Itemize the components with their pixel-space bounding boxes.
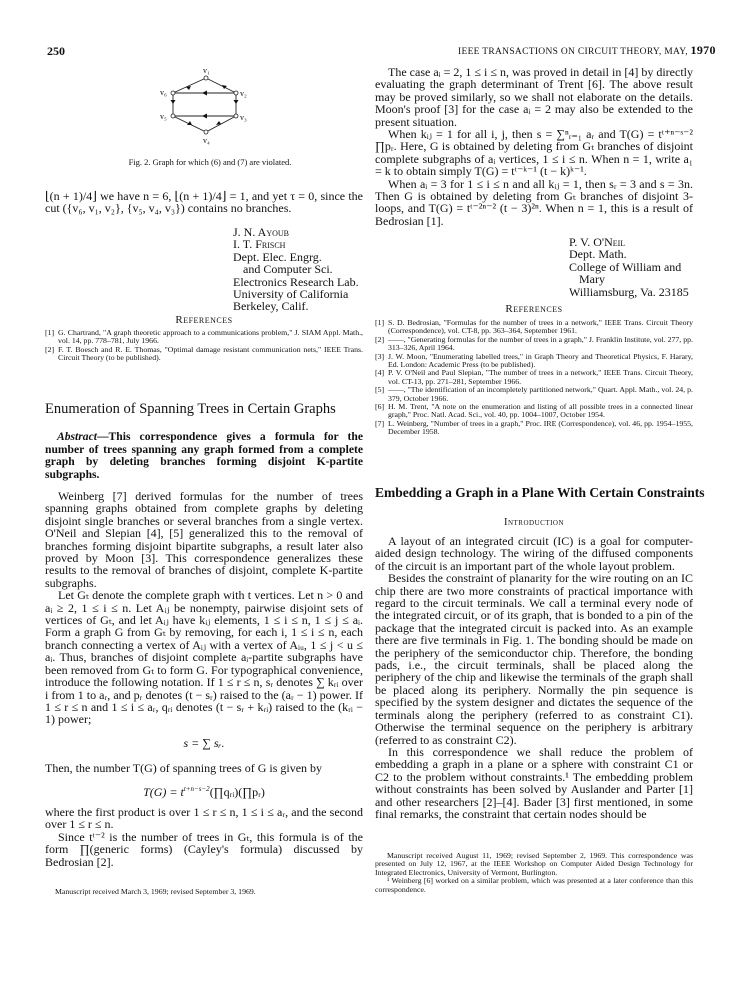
left-text-after-eq2 xyxy=(45,806,363,868)
affiliation-line: Mary xyxy=(579,272,605,287)
figure-2-graph xyxy=(150,62,270,152)
svg-text:v₁: v₁ xyxy=(203,66,210,75)
manuscript-note-left: Manuscript received March 3, 1969; revised September 3, 1969. xyxy=(55,887,256,896)
paragraph: Let Gₜ denote the complete graph with t vertices. Let n > 0 and aᵢ ≥ 2, 1 ≤ i ≤ n. Let Aᵢⱼ be nonempty, pairwise disjoint sets of vertices of Gₜ, and let Aᵢⱼ have kᵢⱼ elements, 1 ≤ i ≤ n, 1 ≤ j ≤ aᵢ. Form a graph G from Gₜ by removing, for each i, 1 ≤ i ≤ n, each branch connecting a vertex of Aᵢⱼ with a vertex of Aᵢᵤ, 1 ≤ j < u ≤ aᵢ. Thus, branches of disjoint complete aᵢ-partite subgraphs have been removed from Gₜ to form G. For typographical convenience, introduce the following notation. If 1 ≤ r ≤ n, sᵣ denotes ∑ kᵣᵢ over i from 1 to aᵣ, and pᵣ denotes (t − sᵣ) raised to the (aᵣ − 1) power. If 1 ≤ r ≤ n and 1 ≤ i ≤ aᵣ, qᵣᵢ denotes (t − sᵣ + kᵣᵢ) raised to the (kᵣᵢ − 1) power; xyxy=(45,588,363,727)
right-article-body xyxy=(375,535,693,820)
reference-item: [6] H. M. Trent, "A note on the enumeration and listing of all possible trees in a connected linear graph," Proc. Natl. Acad. Sci., vol. 40, pp. 1004–1007, October 1954. xyxy=(375,402,693,420)
journal-name: IEEE TRANSACTIONS ON CIRCUIT THEORY, MAY xyxy=(458,47,686,57)
paragraph: A layout of an integrated circuit (IC) is a goal for computer-aided design technology. The wiring of the diffused components of the circuit is an important part of the whole layout problem. xyxy=(375,534,693,573)
journal-year: 1970 xyxy=(690,43,716,57)
svg-text:v₂: v₂ xyxy=(240,89,247,98)
paragraph: When aᵢ = 3 for 1 ≤ i ≤ n and all kᵢⱼ = 1, then sᵣ = 3 and s = 3n. Then G is obtained by deleting from Gₜ branches of disjoint 3-loops, and T(G) = tᵗ⁻²ⁿ⁻² (t − 3)²ⁿ. When n = 1, this is a result of Bedrosian [1]. xyxy=(375,176,693,228)
right-continuation-text xyxy=(375,66,693,227)
affiliation-line: College of William and xyxy=(569,259,682,274)
affiliation-line: University of California xyxy=(233,287,349,302)
graph-diagram xyxy=(150,62,270,152)
running-head: IEEE TRANSACTIONS ON CIRCUIT THEORY, MAY, 1970 xyxy=(458,43,716,57)
references-list-right xyxy=(375,319,693,437)
paragraph: When kᵢⱼ = 1 for all i, j, then s = ∑ⁿᵣ₌₁ aᵣ and T(G) = tᵗ⁺ⁿ⁻ˢ⁻² ∏pᵣ. Here, G is obtained by deleting from Gₜ branches of disjoint complete subgraphs of aᵢ vertices, 1 ≤ i ≤ n. When n = 1, write a₁ = k to obtain simply T(G) = tᵗ⁻ᵏ⁻¹ (t − k)ᵏ⁻¹. xyxy=(375,127,693,179)
affiliation-line: Williamsburg, Va. 23185 xyxy=(569,284,689,299)
article-title: Embedding a Graph in a Plane With Certain Constraints xyxy=(375,485,705,500)
left-text-after-eq1 xyxy=(45,762,363,774)
abstract xyxy=(45,431,363,481)
paragraph: ⌊(n + 1)/4⌋ we have n = 6, ⌊(n + 1)/4⌋ = 1, and yet τ = 0, since the cut ({v₆, v₁, v₂}, {v₅, v₄, v₃}) contains no branches. xyxy=(45,189,363,216)
reference-item: [7] L. Weinberg, "Number of trees in a graph," Proc. IRE (Correspondence), vol. 46, pp. 1954–1955, December 1958. xyxy=(375,418,693,437)
reference-item: [5] ——, "The identification of an incompletely partitioned network," Quart. Appl. Math., vol. 24, p. 379, October 1966. xyxy=(375,385,693,403)
reference-item: [1] S. D. Bedrosian, "Formulas for the number of trees in a network," IEEE Trans. Circuit Theory (Correspondence), vol. CT-8, pp. 363–364, September 1961. xyxy=(375,318,693,336)
reference-item: [1] G. Chartrand, "A graph theoretic approach to a communications problem," J. SIAM Appl. Math., vol. 14, pp. 778–781, July 1966. xyxy=(45,328,363,346)
affiliation-line: Dept. Elec. Engrg. xyxy=(233,249,322,264)
author-name: I. T. Frisch xyxy=(233,237,286,252)
reference-item: [4] P. V. O'Neil and Paul Slepian, "The number of trees in a network," IEEE Trans. Circuit Theory, vol. CT-13, pp. 271–281, September 1966. xyxy=(375,368,693,386)
footnotes-right xyxy=(375,852,693,894)
left-continuation-text xyxy=(45,190,363,215)
references-heading: References xyxy=(505,303,563,315)
reference-item: [3] J. W. Moon, "Enumerating labelled trees," in Graph Theory and Theoretical Physics, F. Harary, Ed. London: Academic Press (to be published). xyxy=(375,351,693,370)
paragraph: Then, the number T(G) of spanning trees of G is given by xyxy=(45,761,323,775)
page-number: 250 xyxy=(47,44,65,58)
svg-text:v₆: v₆ xyxy=(160,88,167,97)
article-title: Enumeration of Spanning Trees in Certain Graphs xyxy=(45,401,336,417)
author-name: P. V. O'Neil xyxy=(569,235,626,249)
author-signature-left xyxy=(233,226,359,313)
left-article-body xyxy=(45,490,363,726)
references-list-left xyxy=(45,329,363,363)
references-heading: References xyxy=(175,314,233,326)
paragraph: Weinberg [7] derived formulas for the number of trees spanning graphs obtained from complete graphs by deleting disjoint single branches or several branches from a single vertex. O'Neil and Slepian [4], [5] generalized this to the removal of branches forming disjoint bipartite subgraphs, a result later also proved by Moon [3]. This correspondence generalizes these results to the removal of branches of disjoint, complete K-partite subgraphs. xyxy=(45,489,363,590)
footnote: Manuscript received August 11, 1969; revised September 2, 1969. This correspondence was presented on July 12, 1967, at the IEEE Workshop on Computer Aided Design Technology for Integrated Electronics, University of Vermont, Burlington. xyxy=(375,851,693,877)
paragraph: Besides the constraint of planarity for the wire routing on an IC chip there are two more constraints of practical importance with regard to the circuit terminals. We call a terminal every node of the integrated circuit, or of its graph, that is bonded to a pin of the package that the integrated circuit is packed into. As an example there are five terminals in Fig. 1. The bonding should be made on the periphery of the semiconductor chip. Therefore, the bonding pads, i.e., the circuit terminals, shall be placed along the periphery of the chip and likewise the terminals of the graph shall be placed along its periphery. Normally the pin sequence is specified by the system designer and dictates the sequence of the terminals along the periphery (referred to as constraint C1). Otherwise the terminal sequence on the periphery is arbitrary (referred to as constraint C2). xyxy=(375,571,693,747)
affiliation-line: Berkeley, Calif. xyxy=(233,299,309,314)
affiliation-line: Electronics Research Lab. xyxy=(233,274,359,289)
section-heading: Introduction xyxy=(503,517,565,528)
svg-text:v₃: v₃ xyxy=(240,113,247,122)
author-name: J. N. Ayoub xyxy=(233,225,290,239)
paragraph: where the first product is over 1 ≤ r ≤ n, 1 ≤ i ≤ aᵣ, and the second over 1 ≤ r ≤ n. xyxy=(45,805,363,832)
svg-text:v₄: v₄ xyxy=(203,136,210,145)
footnote: ¹ Weinberg [6] worked on a similar problem, which was presented at a later conference than this correspondence. xyxy=(375,876,693,894)
paragraph: The case aᵢ = 2, 1 ≤ i ≤ n, was proved in detail in [4] by directly evaluating the graph determinant of Trent [6]. The above result may be proved similarly, so we shall not elaborate on the details. Moon's proof [3] for the case aᵢ = 2 may also be extended to the present situation. xyxy=(375,65,693,129)
paragraph: In this correspondence we shall reduce the problem of embedding a graph in a plane or a sphere with constraint C1 or C2 to the problem without constraints.¹ The embedding problem without constraints has been solved by Auslander and Parter [1] and other researchers [2]–[4]. Bader [3] first mentioned, in some final remarks, the constraint that certain nodes should be xyxy=(375,744,693,821)
svg-text:v₅: v₅ xyxy=(160,112,167,121)
reference-item: [2] ——, "Generating formulas for the number of trees in a graph," J. Franklin Institute, vol. 277, pp. 313–326, April 1964. xyxy=(375,334,693,353)
figure-caption: Fig. 2. Graph for which (6) and (7) are violated. xyxy=(128,157,292,167)
affiliation-line: and Computer Sci. xyxy=(243,262,333,277)
abstract-label: Abstract xyxy=(57,430,97,443)
equation-T: $T(G) = t^{t+n-s-2}(\prod qᵣᵢ)(\prod pᵣ)$ xyxy=(143,785,265,799)
author-signature-right xyxy=(569,236,689,298)
affiliation-line: Dept. Math. xyxy=(569,247,627,262)
paragraph: Since tᵗ⁻² is the number of trees in Gₜ, this formula is of the form ∏(generic forms) (Cayley's formula) discussed by Bedrosian [2]. xyxy=(45,829,363,869)
reference-item: [2] F. T. Boesch and R. E. Thomas, "Optimal damage resistant communication nets," IEEE Trans. Circuit Theory (to be published). xyxy=(45,344,363,363)
equation-s: s = ∑ sᵣ. xyxy=(183,736,225,750)
abstract-text: —This correspondence gives a formula for the number of trees spanning any graph formed from a complete graph by deleting branches forming disjoint K-partite subgraphs. xyxy=(45,430,363,481)
